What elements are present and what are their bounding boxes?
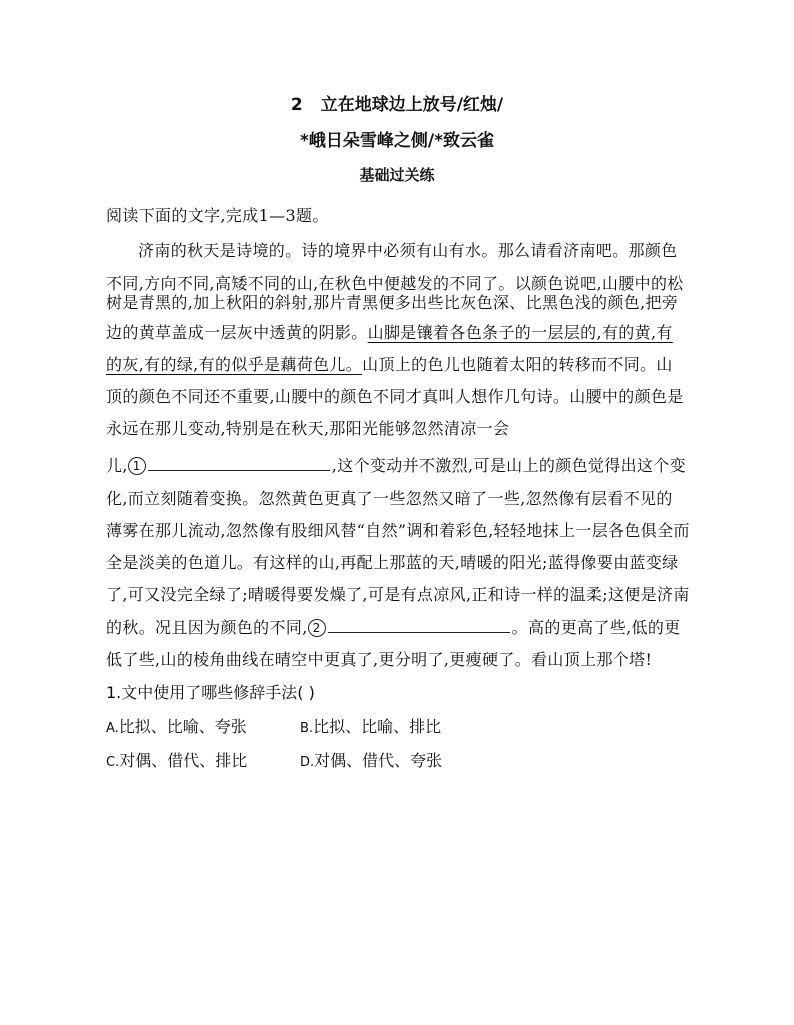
passage-line: 低了些,山的棱角曲线在晴空中更真了,更分明了,更瘦硬了。看山顶上那个塔! (106, 650, 653, 669)
passage-text: 儿, (106, 456, 128, 475)
passage-text: 。高的更高了些,低的更 (511, 618, 681, 637)
option-d[interactable] (300, 750, 442, 774)
lesson-title-text-1: 立在地球边上放号/红烛/ (320, 95, 504, 115)
passage-line (106, 354, 673, 376)
option-letter: D. (300, 755, 315, 770)
lesson-number: 2 (290, 95, 303, 115)
option-text: 比拟、比喻、排比 (313, 717, 442, 736)
underlined-text: 山脚是镶着各色条子的一层层的,有的黄,有 (367, 323, 673, 342)
passage-line: 化,而立刻随着变换。忽然黄色更真了一些忽然又暗了一些,忽然像有层看不见的 (106, 489, 673, 508)
option-c[interactable] (106, 750, 247, 774)
passage-line (106, 455, 686, 477)
option-letter: C. (106, 755, 120, 770)
blank-marker-1: 1 (128, 457, 146, 475)
passage-line: 了,可又没完全绿了;晴暖得要发燥了,可是有点凉风,正和诗一样的温柔;这便是济南 (106, 585, 690, 604)
section-heading: 基础过关练 (359, 166, 435, 184)
option-a[interactable] (106, 716, 247, 740)
option-text: 比拟、比喻、夸张 (118, 717, 247, 736)
answer-blank-1[interactable] (148, 456, 330, 471)
reading-instruction: 阅读下面的文字,完成1—3题。 (106, 206, 329, 225)
passage-text: 的秋。况且因为颜色的不同, (106, 618, 308, 637)
underlined-text: 的灰,有的绿,有的似乎是藕荷色儿。 (106, 355, 363, 374)
passage-line (106, 322, 673, 344)
passage-line: 薄雾在那儿流动,忽然像有股细风替“自然”调和着彩色,轻轻地抹上一层各色俱全而 (106, 521, 690, 540)
option-letter: B. (300, 721, 314, 736)
passage-line: 全是淡美的色道儿。有这样的山,再配上那蓝的天,晴暖的阳光;蓝得像要由蓝变绿 (106, 553, 679, 572)
passage-line: 永远在那儿变动,特别是在秋天,那阳光能够忽然清凉一会 (106, 419, 510, 438)
passage-line: 济南的秋天是诗境的。诗的境界中必须有山有水。那么请看济南吧。那颜色 (138, 241, 678, 260)
blank-marker-2: 2 (308, 619, 326, 637)
option-letter: A. (106, 721, 119, 736)
passage-line (106, 617, 681, 639)
answer-parentheses[interactable]: ( ) (297, 683, 315, 702)
option-text: 对偶、借代、排比 (119, 751, 248, 770)
passage-text: 边的黄草盖成一层灰中透黄的阴影。 (106, 323, 368, 342)
answer-blank-2[interactable] (328, 618, 510, 633)
question-1-stem (106, 682, 315, 704)
lesson-title-line-2: *峨日朵雪峰之侧/*致云雀 (300, 131, 494, 151)
passage-line: 不同,方向不同,高矮不同的山,在秋色中便越发的不同了。以颜色说吧,山腰中的松 (106, 274, 684, 293)
option-b[interactable] (300, 716, 441, 740)
question-1-text: 1.文中使用了哪些修辞手法 (106, 683, 298, 702)
passage-line: 顶的颜色不同还不重要,山腰中的颜色不同才真叫人想作几句诗。山腰中的颜色是 (106, 387, 684, 406)
lesson-title-line-1 (0, 94, 794, 116)
passage-text: ,这个变动并不激烈,可是山上的颜色觉得出这个变 (331, 456, 687, 475)
passage-line: 树是青黑的,加上秋阳的斜射,那片青黑便多出些比灰色深、比黑色浅的颜色,把旁 (106, 293, 679, 312)
passage-text: 山顶上的色儿也随着太阳的转移而不同。山 (362, 355, 673, 374)
option-text: 对偶、借代、夸张 (314, 751, 443, 770)
